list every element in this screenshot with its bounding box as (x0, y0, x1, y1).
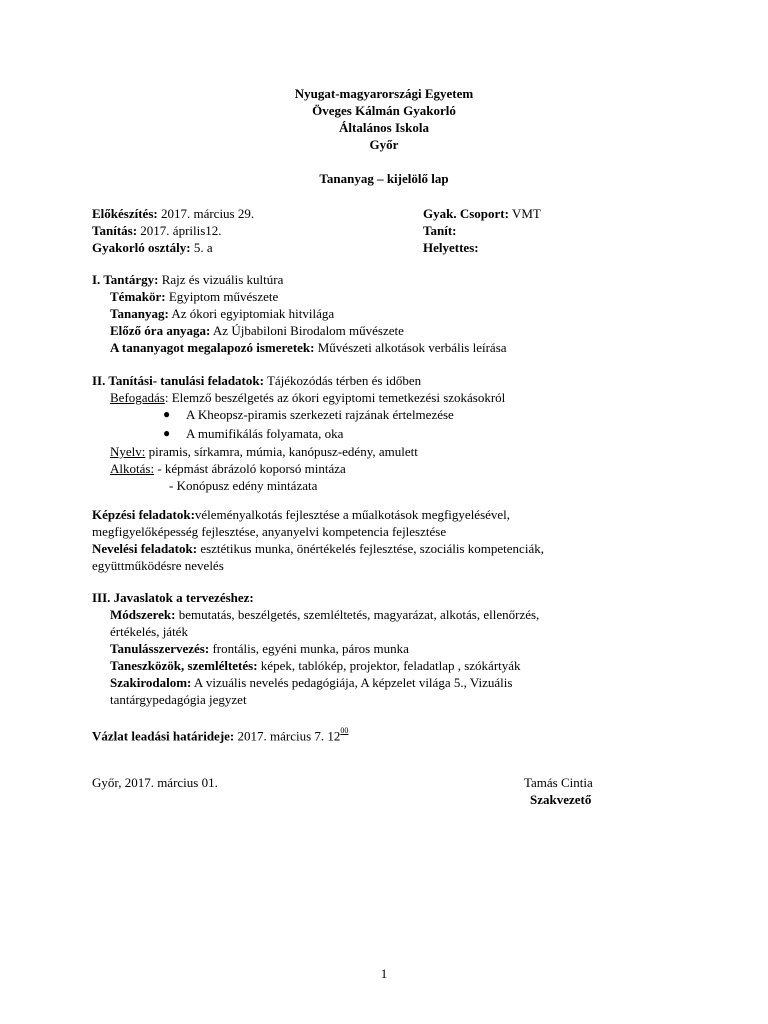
document-title: Tananyag – kijelölő lap (319, 171, 449, 186)
bullet-item-1: A Kheopsz-piramis szerkezeti rajzának értelmezése (186, 407, 454, 422)
gyak-osztaly-row (92, 239, 213, 256)
elokeszites-label: Előkészítés: (92, 206, 158, 221)
university-name: Nyugat-magyarországi Egyetem (294, 86, 474, 101)
place-date: Győr, 2017. március 01. (92, 775, 218, 790)
tananyag-label: Tananyag: (110, 306, 169, 321)
alkotas-row (110, 460, 346, 477)
tananyag-row (110, 305, 334, 322)
modszerek-label: Módszerek: (110, 607, 176, 622)
szakirodalom-row-1 (110, 674, 512, 691)
megalapozo-label: A tananyagot megalapozó ismeretek: (110, 340, 315, 355)
modszerek-value-2: értékelés, játék (110, 624, 188, 639)
school-name-line2: Általános Iskola (339, 120, 429, 135)
megalapozo-row (110, 339, 507, 356)
gyak-osztaly-label: Gyakorló osztály: (92, 240, 191, 255)
elokeszites-value: 2017. március 29. (157, 206, 255, 221)
elozo-ora-row (110, 322, 404, 339)
nevelesi-row-1 (92, 540, 544, 557)
elozo-ora-label: Előző óra anyaga: (110, 323, 211, 338)
javaslatok-heading: III. Javaslatok a tervezéshez: (92, 590, 254, 605)
nyelv-label: Nyelv: (110, 444, 146, 459)
gyak-osztaly-value: 5. a (190, 240, 213, 255)
school-name-line1: Öveges Kálmán Gyakorló (312, 103, 456, 118)
temakor-row (110, 288, 278, 305)
tanulasszervezes-row (110, 640, 409, 657)
kepzesi-value-1: véleményalkotás fejlesztése a műalkotások megfigyelésével, (194, 507, 511, 522)
nevelesi-value-1: esztétikus munka, önértékelés fejlesztése, szociális kompetenciák, (197, 541, 544, 556)
nyelv-row (110, 443, 418, 460)
tantargy-label: I. Tantárgy: (92, 272, 159, 287)
kepzesi-row-1 (92, 506, 510, 523)
temakor-label: Témakör: (110, 289, 166, 304)
szakirodalom-label: Szakirodalom: (110, 675, 192, 690)
befogadas-label: Befogadás (110, 390, 165, 405)
gyak-csoport-label: Gyak. Csoport: (423, 206, 509, 221)
tanitasi-feladatok-row (92, 372, 421, 389)
helyettes-row (423, 239, 479, 256)
tanit-label: Tanít: (423, 223, 457, 238)
gyak-csoport-row (423, 205, 541, 222)
helyettes-label: Helyettes: (423, 240, 479, 255)
nevelesi-label: Nevelési feladatok: (92, 541, 198, 556)
befogadas-value: : Elemző beszélgetés az ókori egyiptomi temetkezési szokásokról (164, 390, 506, 405)
modszerek-value-1: bemutatás, beszélgetés, szemléltetés, magyarázat, alkotás, ellenőrzés, (175, 607, 540, 622)
tanulasszervezes-label: Tanulásszervezés: (110, 641, 210, 656)
taneszkozok-row (110, 657, 521, 674)
szakirodalom-value-2: tantárgypedagógia jegyzet (110, 692, 247, 707)
tanitas-value: 2017. április12. (137, 223, 222, 238)
megalapozo-value: Művészeti alkotások verbális leírása (314, 340, 507, 355)
gyak-csoport-value: VMT (508, 206, 541, 221)
tanitasi-feladatok-value: Tájékozódás térben és időben (263, 373, 422, 388)
page-number: 1 (380, 966, 388, 981)
befogadas-row (110, 389, 505, 406)
vazlat-label: Vázlat leadási határideje: (92, 728, 235, 744)
signer-name: Tamás Cintia (524, 775, 593, 790)
modszerek-row-1 (110, 606, 539, 623)
tanitasi-feladatok-label: II. Tanítási- tanulási feladatok: (92, 373, 264, 388)
vazlat-value: 2017. március 7. 12 (234, 728, 341, 744)
tananyag-value: Az ókori egyiptomiak hitvilága (168, 306, 335, 321)
nevelesi-value-2: együttműködésre nevelés (92, 558, 224, 573)
tantargy-value: Rajz és vizuális kultúra (158, 272, 284, 287)
alkotas-label: Alkotás: (110, 461, 155, 476)
tanit-row (423, 222, 456, 239)
tanitas-row (92, 222, 222, 239)
bullet-dot-1: ● (163, 407, 171, 421)
nyelv-value: piramis, sírkamra, múmia, kanópusz-edény, amulett (145, 444, 418, 459)
tantargy-row (92, 271, 283, 288)
bullet-dot-2: ● (163, 426, 171, 440)
taneszkozok-value: képek, tablókép, projektor, feladatlap , szókártyák (257, 658, 521, 673)
temakor-value: Egyiptom művészete (165, 289, 279, 304)
kepzesi-label: Képzési feladatok: (92, 507, 195, 522)
elokeszites-row (92, 205, 254, 222)
city-name: Győr (369, 137, 399, 152)
tanulasszervezes-value: frontális, egyéni munka, páros munka (209, 641, 409, 656)
bullet-item-2: A mumifikálás folyamata, oka (186, 426, 344, 441)
signer-role: Szakvezető (530, 792, 592, 807)
alkotas-value: - képmást ábrázoló koporsó mintázа (154, 461, 346, 476)
elozo-ora-value: Az Újbabiloni Birodalom művészete (210, 323, 404, 338)
vazlat-row (92, 724, 348, 744)
kepzesi-value-2: megfigyelőképesség fejlesztése, anyanyelvi kompetencia fejlesztése (92, 524, 447, 539)
vazlat-minutes: 00 (340, 726, 349, 735)
taneszkozok-label: Taneszközök, szemléltetés: (110, 658, 258, 673)
alkotas-item-2: - Konópusz edény mintázata (169, 478, 318, 493)
szakirodalom-value-1: A vizuális nevelés pedagógiája, A képzelet világa 5., Vizuális (191, 675, 513, 690)
tanitas-label: Tanítás: (92, 223, 138, 238)
